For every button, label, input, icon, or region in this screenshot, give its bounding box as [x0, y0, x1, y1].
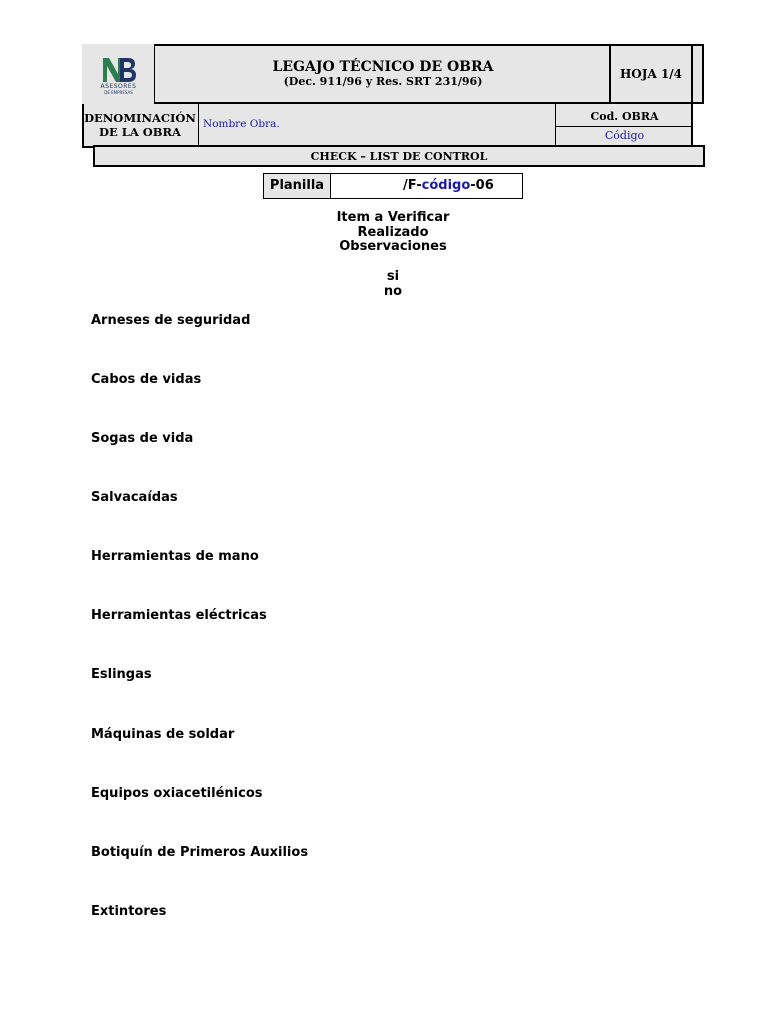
- checklist-item: Herramientas de mano: [91, 549, 259, 564]
- sheet-number: HOJA 1/4: [609, 44, 693, 104]
- company-logo: [82, 44, 155, 104]
- logo-subtext-2: DE EMPRESAS: [104, 90, 133, 95]
- column-si: si: [386, 269, 400, 284]
- title-cell: [155, 44, 611, 104]
- checklist-item: Equipos oxiacetilénicos: [91, 786, 263, 801]
- column-realizado: Realizado: [357, 225, 429, 240]
- column-observaciones: Observaciones: [339, 239, 447, 254]
- document-subtitle: (Dec. 911/96 y Res. SRT 231/96): [283, 75, 483, 88]
- planilla-label: Planilla: [264, 174, 331, 198]
- checklist-title: CHECK – LIST DE CONTROL: [93, 145, 705, 167]
- checklist-item: Botiquín de Primeros Auxilios: [91, 845, 309, 860]
- checklist-item: Máquinas de soldar: [91, 727, 235, 742]
- checklist-item: Eslingas: [91, 667, 152, 682]
- denominacion-line2: DE LA OBRA: [99, 125, 181, 139]
- checklist-item: Herramientas eléctricas: [91, 608, 267, 623]
- logo-cell: [82, 44, 155, 104]
- nombre-obra-field[interactable]: Nombre Obra.: [199, 104, 556, 148]
- document-title: LEGAJO TÉCNICO DE OBRA: [272, 59, 494, 75]
- denominacion-label: [82, 104, 199, 148]
- checklist-item: Cabos de vidas: [91, 372, 202, 387]
- planilla-code-suffix: -06: [470, 178, 494, 193]
- planilla-code-variable[interactable]: código: [421, 178, 471, 193]
- checklist-item: Salvacaídas: [91, 490, 178, 505]
- column-no: no: [383, 284, 403, 299]
- checklist-item: Sogas de vida: [91, 431, 194, 446]
- planilla-code: [331, 174, 522, 198]
- denominacion-line1: DENOMINACIÓN: [84, 111, 196, 125]
- cod-obra-label: Cod. OBRA: [556, 106, 693, 127]
- checklist-item: Extintores: [91, 904, 167, 919]
- planilla-code-prefix: /F-: [403, 178, 422, 193]
- logo-subtext: ASESORES: [100, 83, 137, 90]
- column-item: Item a Verificar: [336, 210, 450, 225]
- cod-obra-field[interactable]: Código: [604, 129, 645, 142]
- checklist-item: Arneses de seguridad: [91, 313, 251, 328]
